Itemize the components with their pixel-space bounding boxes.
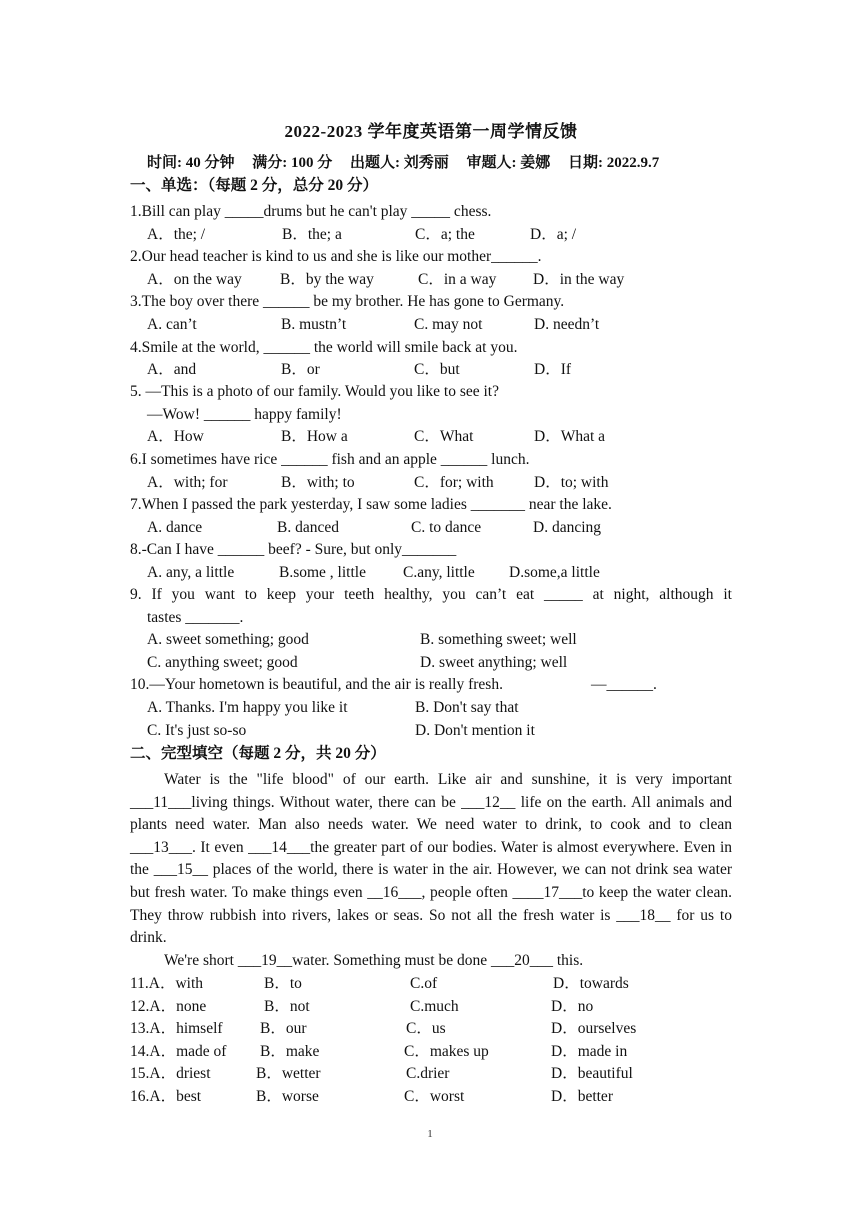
cloze-13-option-b: B．our (260, 1020, 307, 1037)
cloze-15-option-b: B．wetter (256, 1065, 321, 1082)
q5-option-d: D．What a (534, 428, 606, 445)
question-4: 4.Smile at the world, ______ the world will smile back at you. (130, 339, 518, 356)
q3-option-b: B. mustn’t (281, 316, 347, 333)
cloze-15-option-a: 15.A．driest (130, 1065, 211, 1082)
question-7: 7.When I passed the park yesterday, I saw some ladies _______ near the lake. (130, 496, 612, 513)
q1-option-b: B．the; a (282, 226, 342, 243)
question-3: 3.The boy over there ______ be my brother. He has gone to Germany. (130, 293, 565, 310)
q9-option-d: D. sweet anything; well (420, 654, 568, 671)
question-2: 2.Our head teacher is kind to us and she is like our mother______. (130, 248, 542, 265)
cloze-15-option-c: C.drier (406, 1065, 450, 1082)
cloze-13-option-a: 13.A．himself (130, 1020, 223, 1037)
meta-date: 日期: 2022.9.7 (568, 155, 660, 171)
question-5: 5. —This is a photo of our family. Would you like to see it? (130, 383, 499, 400)
q5-option-a: A．How (147, 428, 204, 445)
q2-option-d: D．in the way (533, 271, 625, 288)
cloze-11-option-c: C.of (410, 975, 438, 992)
cloze-16-option-c: C．worst (404, 1088, 465, 1105)
cloze-13-option-c: C．us (406, 1020, 446, 1037)
q4-option-c: C．but (414, 361, 460, 378)
q10-option-a: A. Thanks. I'm happy you like it (147, 699, 348, 716)
question-9: 9. If you want to keep your teeth healthy, you can’t eat _____ at night, although it (130, 586, 732, 603)
cloze-14-option-a: 14.A．made of (130, 1043, 227, 1060)
cloze-15-option-d: D．beautiful (551, 1065, 633, 1082)
q2-option-b: B．by the way (280, 271, 374, 288)
question-6: 6.I sometimes have rice ______ fish and an apple ______ lunch. (130, 451, 530, 468)
q3-option-c: C. may not (414, 316, 483, 333)
cloze-paragraph-2: We're short ___19__water. Something must be done ___20___ this. (164, 951, 584, 969)
q10-option-d: D. Don't mention it (415, 722, 535, 739)
question-5-reply: —Wow! ______ happy family! (147, 406, 342, 423)
q7-option-d: D. dancing (533, 519, 602, 536)
cloze-11-option-b: B．to (264, 975, 302, 992)
cloze-12-option-a: 12.A．none (130, 998, 207, 1015)
q4-option-a: A．and (147, 361, 197, 378)
question-1: 1.Bill can play _____drums but he can't play _____ chess. (130, 203, 492, 220)
page-title: 2022-2023 学年度英语第一周学情反馈 (284, 122, 578, 141)
q9-option-a: A. sweet something; good (147, 631, 309, 648)
q3-option-d: D. needn’t (534, 316, 600, 333)
q8-option-a: A. any, a little (147, 564, 235, 581)
cloze-12-option-b: B．not (264, 998, 310, 1015)
section-heading-single-choice: 一、单选：（每题 2 分，总分 20 分） (130, 177, 379, 194)
cloze-12-option-d: D．no (551, 998, 594, 1015)
cloze-paragraph-1: Water is the "life blood" of our earth. Like air and sunshine, it is very important ___11___living things. Without water, there can be ___12__ life on the earth. All animals and plants need water. Man also needs water. We need water to drink, to cook and to clean ___13___. It even ___14___the greater part of our bodies. Water is almost everywhere. Even in the ___15__ places of the world, there is water in the air. However, we can not drink sea water but fresh water. To make things even __16___, people often ____17___to keep the water clean. They throw rubbish into rivers, lakes or seas. So not all the fresh water is ___18__ for us to drink. (130, 771, 732, 947)
question-8: 8.-Can I have ______ beef? - Sure, but only_______ (130, 541, 457, 558)
meta-author: 出题人: 刘秀丽 (350, 155, 449, 171)
meta-time: 时间: 40 分钟 (147, 155, 235, 171)
q7-option-c: C. to dance (411, 519, 482, 536)
cloze-14-option-d: D．made in (551, 1043, 628, 1060)
cloze-13-option-d: D．ourselves (551, 1020, 637, 1037)
page-number: 1 (427, 1128, 433, 1140)
q1-option-d: D．a; / (530, 226, 577, 243)
cloze-16-option-a: 16.A．best (130, 1088, 202, 1105)
q7-option-a: A. dance (147, 519, 203, 536)
q2-option-a: A．on the way (147, 271, 242, 288)
q10-option-b: B. Don't say that (415, 699, 519, 716)
section-heading-cloze: 二、完型填空（每题 2 分，共 20 分） (130, 745, 386, 762)
q6-option-a: A．with; for (147, 474, 228, 491)
q10-option-c: C. It's just so-so (147, 722, 247, 739)
q3-option-a: A. can’t (147, 316, 197, 333)
cloze-12-option-c: C.much (410, 998, 459, 1015)
q6-option-b: B．with; to (281, 474, 355, 491)
cloze-14-option-b: B．make (260, 1043, 320, 1060)
q7-option-b: B. danced (277, 519, 339, 536)
cloze-16-option-d: D．better (551, 1088, 613, 1105)
meta-score: 满分: 100 分 (252, 155, 333, 171)
q5-option-b: B．How a (281, 428, 348, 445)
q6-option-c: C．for; with (414, 474, 494, 491)
q4-option-d: D．If (534, 361, 572, 378)
q9-option-c: C. anything sweet; good (147, 654, 298, 671)
question-10-reply: —______. (591, 676, 657, 693)
q5-option-c: C．What (414, 428, 474, 445)
q1-option-a: A．the; / (147, 226, 206, 243)
cloze-11-option-a: 11.A．with (130, 975, 204, 992)
q8-option-d: D.some,a little (509, 564, 600, 581)
q6-option-d: D．to; with (534, 474, 609, 491)
question-10: 10.—Your hometown is beautiful, and the air is really fresh. (130, 676, 503, 693)
cloze-11-option-d: D．towards (553, 975, 629, 992)
cloze-14-option-c: C．makes up (404, 1043, 489, 1060)
q8-option-b: B.some , little (279, 564, 366, 581)
q4-option-b: B．or (281, 361, 320, 378)
q9-option-b: B. something sweet; well (420, 631, 577, 648)
question-9-continued: tastes _______. (147, 609, 244, 626)
cloze-16-option-b: B．worse (256, 1088, 319, 1105)
cloze-passage (130, 769, 732, 972)
q2-option-c: C．in a way (418, 271, 497, 288)
q1-option-c: C．a; the (415, 226, 475, 243)
q8-option-c: C.any, little (403, 564, 475, 581)
meta-reviewer: 审题人: 姜娜 (466, 155, 551, 171)
exam-meta (147, 151, 747, 172)
